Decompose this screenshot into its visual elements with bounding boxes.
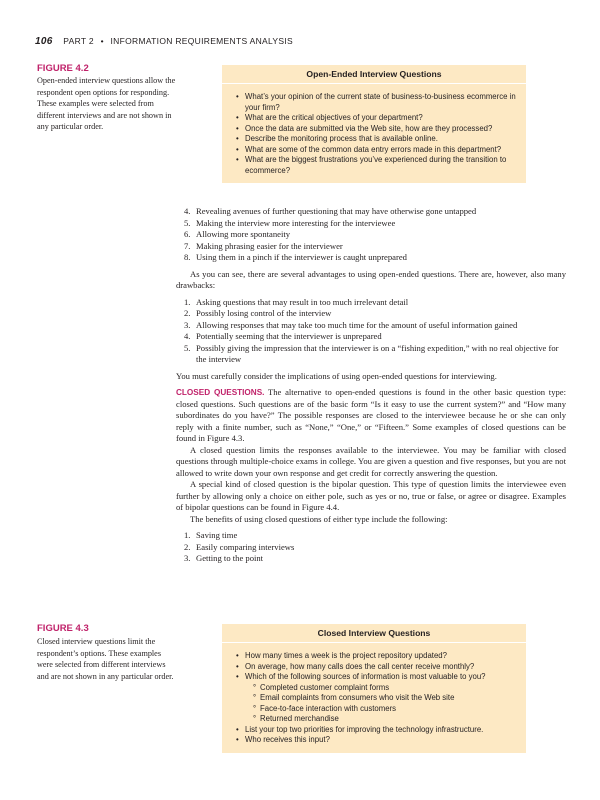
paragraph-bipolar: A special kind of closed question is the bipolar question. This type of question limits the interviewee even further by allowing only a choice on either pole, such as yes or no, true or false, or agree or disagree. Examples of bipolar questions can be found in Figure 4.4. — [176, 479, 566, 512]
open-ended-question-list — [222, 84, 526, 183]
header-separator: • — [100, 36, 104, 46]
paragraph-consider: You must carefully consider the implications of using open-ended questions for interviewing. — [176, 370, 497, 381]
figure-4-2-caption: Open-ended interview questions allow the respondent open options for responding. These examples were selected from different interviews and are not shown in any particular order. — [37, 76, 176, 132]
list-item: 3. Allowing responses that may take too much time for the amount of useful information gained — [184, 319, 518, 330]
list-item: 7. Making phrasing easier for the interviewer — [184, 240, 343, 251]
list-item: 1. Saving time — [184, 530, 238, 540]
figure-4-2-box — [222, 65, 526, 183]
page-number: 106 — [35, 36, 53, 47]
part-label: PART 2 — [63, 36, 94, 46]
figure-4-3-box-title: Closed Interview Questions — [222, 624, 526, 643]
list-item: 4. Potentially seeming that the interviewer is unprepared — [184, 331, 382, 341]
body-text — [176, 206, 566, 565]
list-item: • Who receives this input? — [236, 735, 516, 746]
paragraph-closed-questions: CLOSED QUESTIONS. The alternative to open-ended questions is found in the other basic question type: closed questions. Such questions are of the basic form “Is it easy to use the current system?” and “How many subordinates do you have?” The possible responses are closed to the interviewee because he or she can only reply with a finite number, such as “None,” “One,” or “Fifteen.” Some examples of closed questions can be found in Figure 4.3. — [176, 387, 566, 443]
closed-questions-kicker: CLOSED QUESTIONS. — [176, 388, 265, 397]
list-item: 2. Possibly losing control of the interview — [184, 308, 332, 318]
section-title: INFORMATION REQUIREMENTS ANALYSIS — [110, 36, 293, 46]
sub-list-item: ° Returned merchandise — [236, 714, 516, 725]
drawbacks-list — [176, 297, 566, 366]
list-item: • Describe the monitoring process that is available online. — [236, 134, 516, 145]
list-item: 8. Using them in a pinch if the interviewer is caught unprepared — [184, 252, 407, 262]
figure-4-3-caption: Closed interview questions limit the respondent’s options. These examples were selected from different interviews and are not shown in any particular order. — [37, 637, 174, 681]
figure-4-3-box — [222, 624, 526, 753]
figure-4-2-box-title: Open-Ended Interview Questions — [222, 65, 526, 84]
list-item: • Which of the following sources of information is most valuable to you? — [236, 672, 516, 683]
sub-list-item: ° Completed customer complaint forms — [236, 683, 516, 694]
list-item: 4. Revealing avenues of further questioning that may have otherwise gone untapped — [184, 206, 477, 216]
list-item: • What are the critical objectives of your department? — [236, 113, 516, 124]
sub-list-item: ° Face-to-face interaction with customers — [236, 704, 516, 715]
list-item: 2. Easily comparing interviews — [184, 541, 295, 552]
list-item: 5. Possibly giving the impression that the interviewer is on a “fishing expedition,” with no real objective for the interview — [184, 342, 559, 364]
figure-4-3-label: FIGURE 4.3 — [37, 623, 89, 634]
benefits-list — [176, 530, 566, 565]
list-item: • On average, how many calls does the call center receive monthly? — [236, 662, 516, 673]
list-item: • Once the data are submitted via the Web site, how are they processed? — [236, 124, 516, 135]
closed-question-list — [222, 643, 526, 753]
list-item: • What’s your opinion of the current state of business-to-business ecommerce in your firm? — [236, 92, 516, 113]
paragraph-benefits: The benefits of using closed questions of either type include the following: — [190, 513, 448, 524]
list-item: • List your top two priorities for improving the technology infrastructure. — [236, 725, 516, 736]
list-item: 6. Allowing more spontaneity — [184, 229, 291, 239]
list-item: • What are the biggest frustrations you’ve experienced during the transition to ecommerce? — [236, 155, 516, 176]
list-item: • What are some of the common data entry errors made in this department? — [236, 145, 516, 156]
list-item: 5. Making the interview more interesting for the interviewee — [184, 217, 396, 228]
sub-list-item: ° Email complaints from consumers who visit the Web site — [236, 693, 516, 704]
paragraph-limits: A closed question limits the responses available to the interviewee. You may be familiar with closed questions through multiple-choice exams in college. You are given a question and five responses, but you are not allowed to write down your own response and get credit for correctly answering the question. — [176, 444, 566, 478]
running-header — [35, 36, 293, 47]
paragraph-drawbacks-intro: As you can see, there are several advantages to using open-ended questions. There are, however, also many drawbacks: — [176, 268, 566, 290]
list-item: 1. Asking questions that may result in too much irrelevant detail — [184, 296, 409, 307]
figure-4-2-label: FIGURE 4.2 — [37, 63, 89, 74]
list-item: 3. Getting to the point — [184, 553, 264, 563]
advantages-list — [176, 206, 566, 264]
list-item: • How many times a week is the project repository updated? — [236, 651, 516, 662]
